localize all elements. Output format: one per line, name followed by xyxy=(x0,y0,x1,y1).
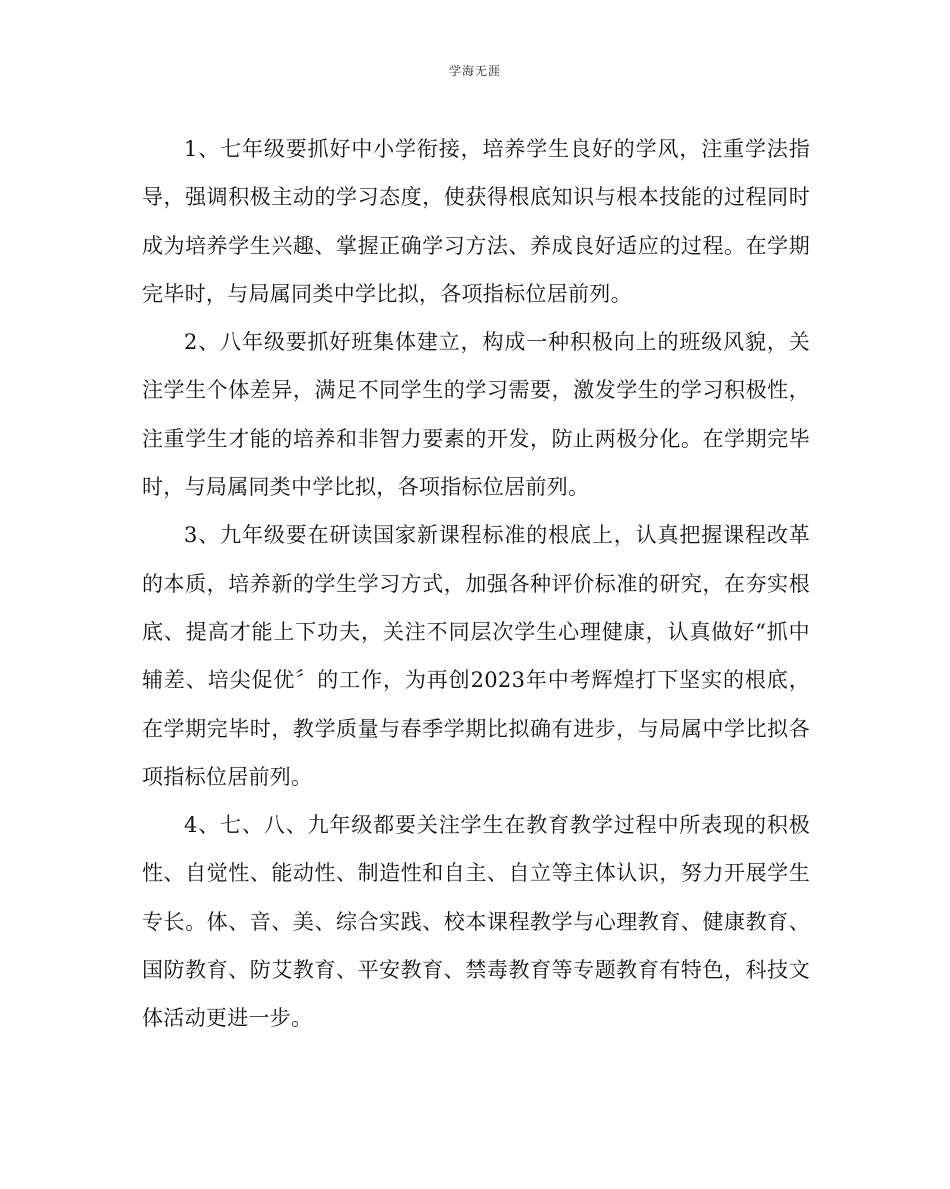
paragraph-grade-8: 2、八年级要抓好班集体建立，构成一种积极向上的班级风貌，关注学生个体差异，满足不同学生的学习需要，激发学生的学习积极性，注重学生才能的培养和非智力要素的开发，防止两极分化。在学期完毕时，与局属同类中学比拟，各项指标位居前列。 xyxy=(142,330,810,500)
page-header: 学海无涯 xyxy=(448,64,501,78)
document-body xyxy=(142,125,810,1043)
paragraph-grade-9: 3、九年级要在研读国家新课程标准的根底上，认真把握课程改革的本质，培养新的学生学习方式，加强各种评价标准的研究，在夯实根底、提高才能上下功夫，关注不同层次学生心理健康，认真做好“抓中辅差、培尖促优〞的工作，为再创2023年中考辉煌打下坚实的根底，在学期完毕时，教学质量与春季学期比拟确有进步，与局属中学比拟各项指标位居前列。 xyxy=(142,523,810,789)
paragraph-grade-7: 1、七年级要抓好中小学衔接，培养学生良好的学风，注重学法指导，强调积极主动的学习态度，使获得根底知识与根本技能的过程同时成为培养学生兴趣、掌握正确学习方法、养成良好适应的过程。在学期完毕时，与局属同类中学比拟，各项指标位居前列。 xyxy=(142,137,810,306)
paragraph-all-grades: 4、七、八、九年级都要关注学生在教育教学过程中所表现的积极性、自觉性、能动性、制造性和自主、自立等主体认识，努力开展学生专长。体、音、美、综合实践、校本课程教学与心理教育、健康教育、国防教育、防艾教育、平安教育、禁毒教育等专题教育有特色，科技文体活动更进一步。 xyxy=(142,813,810,1031)
